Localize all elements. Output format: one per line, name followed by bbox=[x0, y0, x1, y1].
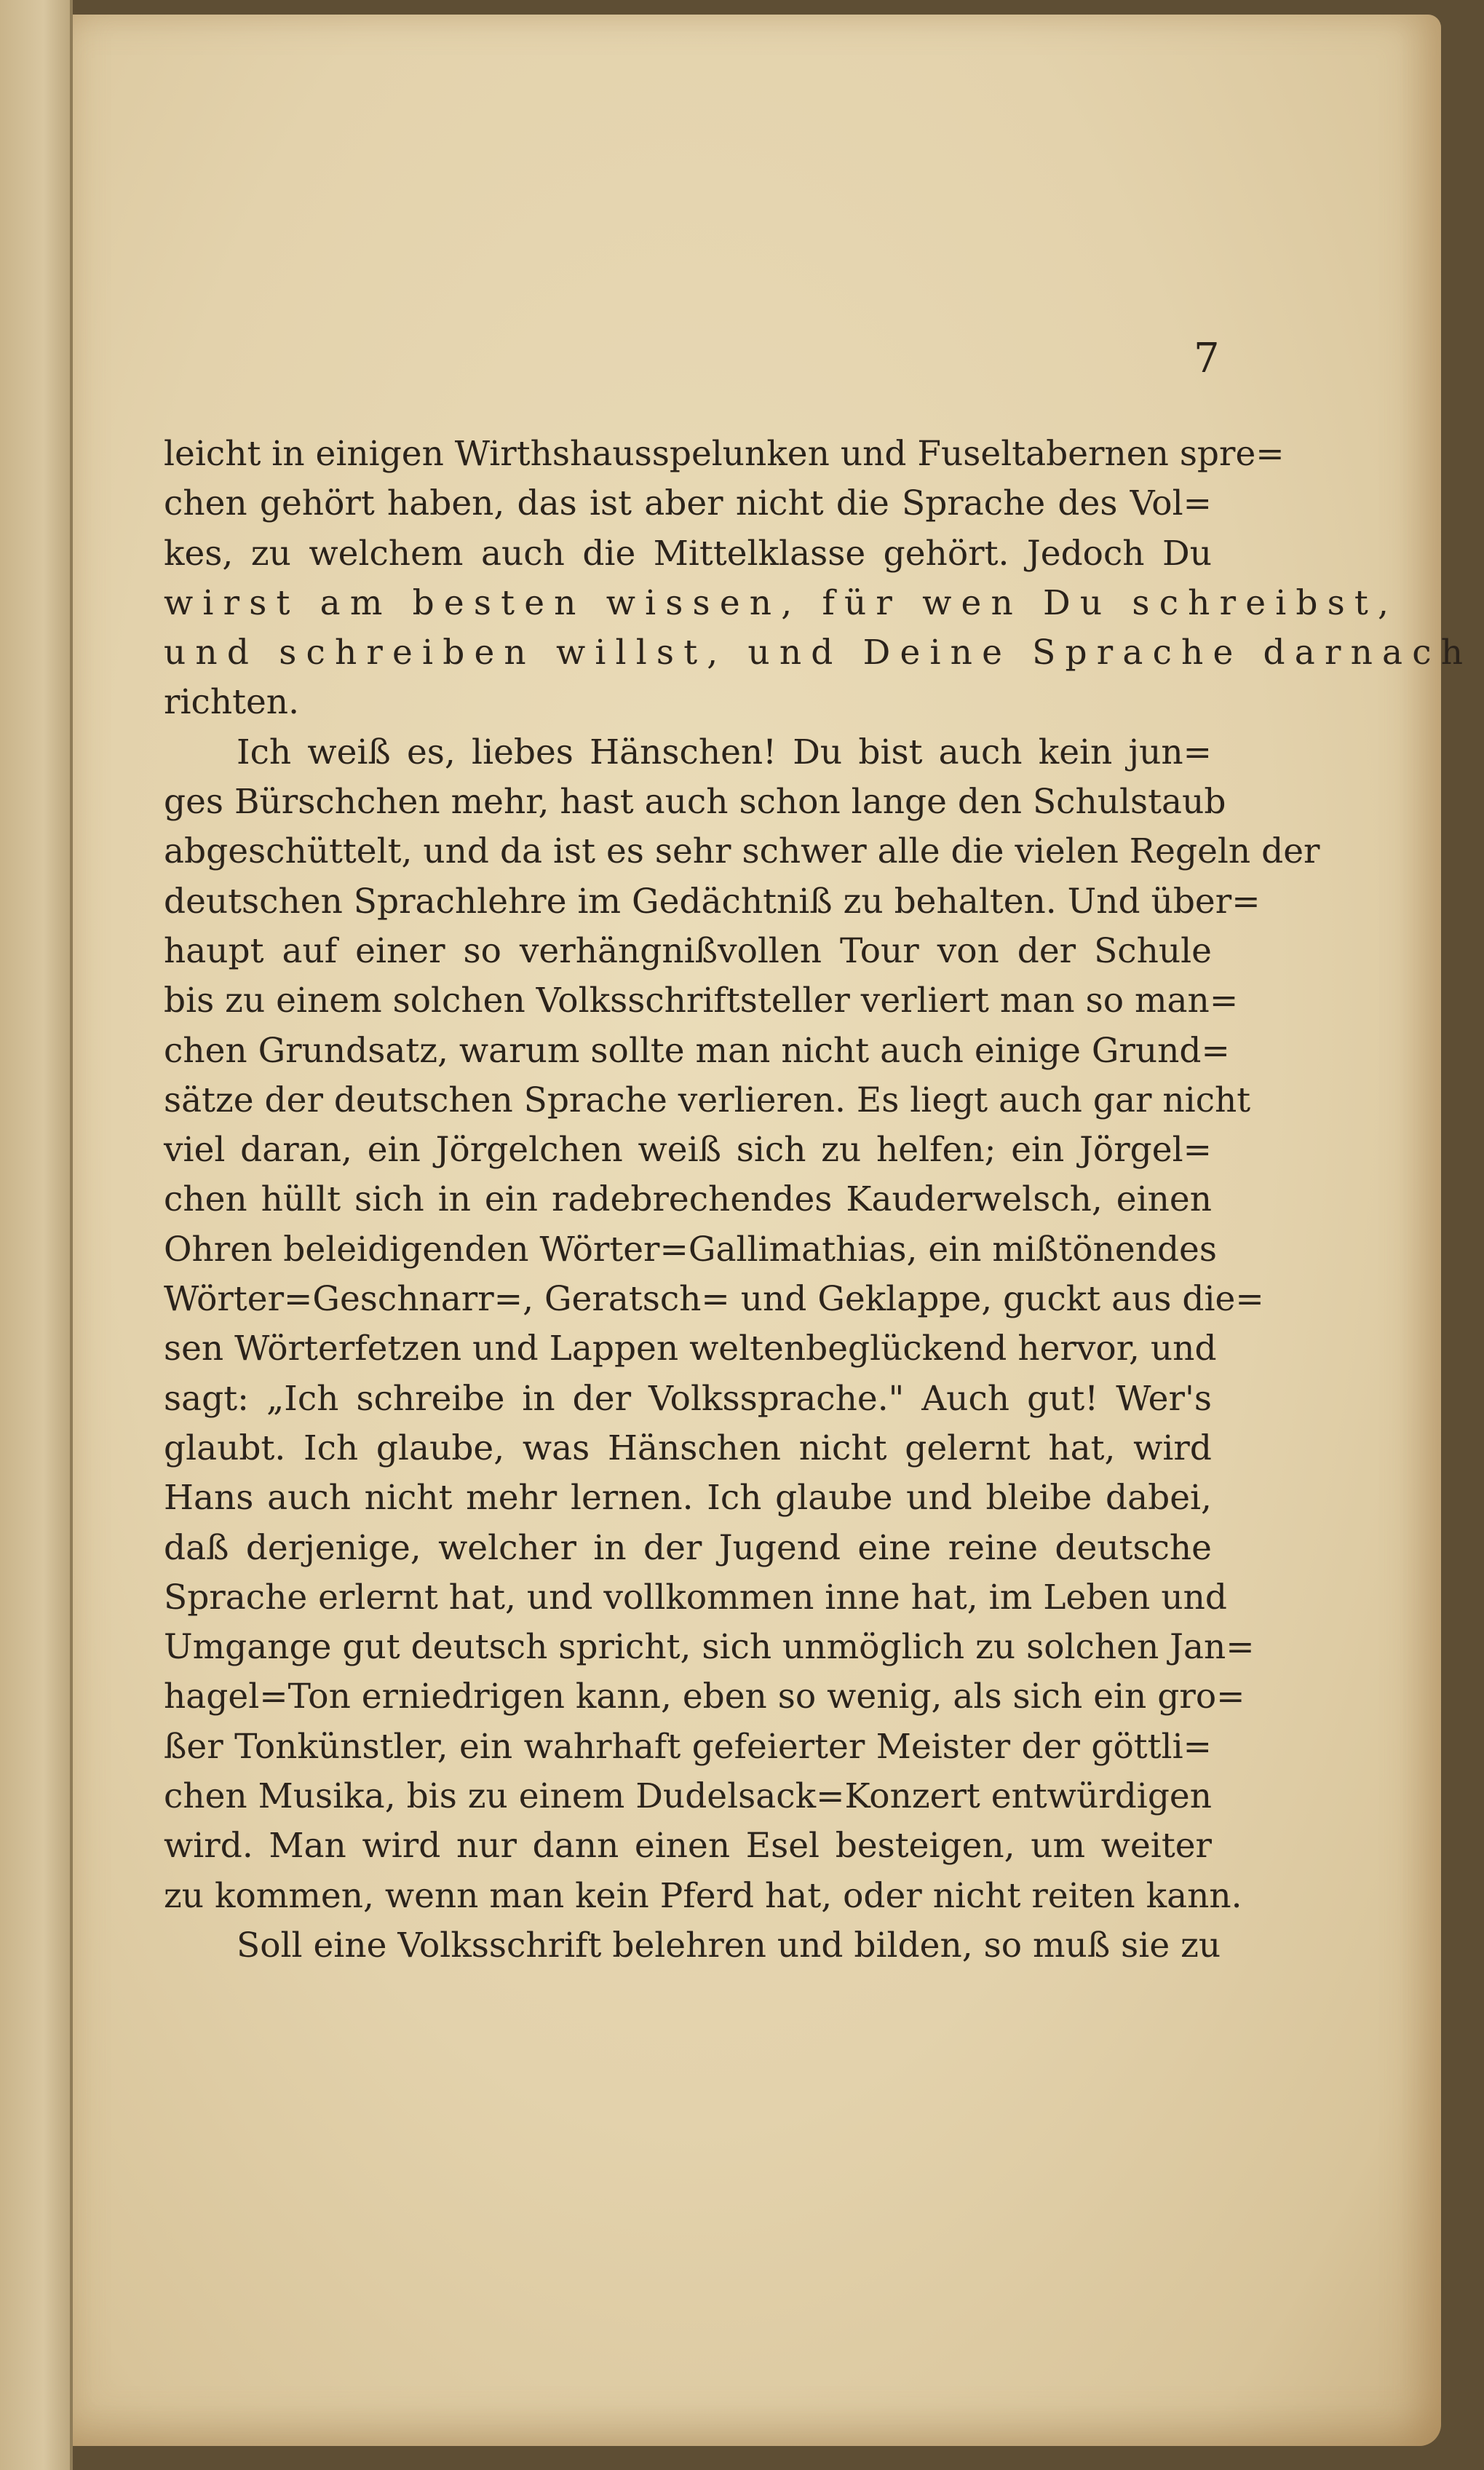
text-line: Hans auch nicht mehr lernen. Ich glaube und bleibe dabei, bbox=[164, 1478, 1212, 1519]
text-line: wird. Man wird nur dann einen Esel besteigen, um weiter bbox=[164, 1826, 1212, 1867]
text-line: Sprache erlernt hat, und vollkommen inne hat, im Leben und bbox=[164, 1577, 1227, 1618]
text-line: haupt auf einer so verhängnißvollen Tour von der Schule bbox=[164, 930, 1212, 971]
text-line: Wörter=Geschnarr=, Geratsch= und Geklappe, guckt aus die= bbox=[164, 1279, 1264, 1320]
text-line: Ohren beleidigenden Wörter=Gallimathias, ein mißtönendes bbox=[164, 1229, 1217, 1270]
text-line: bis zu einem solchen Volksschriftsteller verliert man so man= bbox=[164, 981, 1239, 1021]
page-number: 7 bbox=[1194, 335, 1220, 382]
text-line: deutschen Sprachlehre im Gedächtniß zu behalten. Und über= bbox=[164, 881, 1261, 922]
text-line: chen hüllt sich in ein radebrechendes Kauderwelsch, einen bbox=[164, 1179, 1212, 1220]
text-line: richten. bbox=[164, 682, 300, 723]
text-line: Soll eine Volksschrift belehren und bilden, so muß sie zu bbox=[237, 1925, 1221, 1966]
text-line: viel daran, ein Jörgelchen weiß sich zu helfen; ein Jörgel= bbox=[164, 1130, 1212, 1171]
text-line: wirst am besten wissen, für wen Du schreibst, bbox=[164, 582, 1399, 623]
text-line: Ich weiß es, liebes Hänschen! Du bist auch kein jun= bbox=[237, 732, 1212, 772]
text-line: chen Musika, bis zu einem Dudelsack=Konzert entwürdigen bbox=[164, 1776, 1212, 1817]
text-line: kes, zu welchem auch die Mittelklasse gehört. Jedoch Du bbox=[164, 533, 1212, 574]
text-line: und schreiben willst, und Deine Sprache darnach bbox=[164, 633, 1473, 673]
text-line: sagt: „Ich schreibe in der Volkssprache." Auch gut! Wer's bbox=[164, 1378, 1212, 1419]
facing-page-edge bbox=[0, 0, 73, 2470]
text-line: glaubt. Ich glaube, was Hänschen nicht gelernt hat, wird bbox=[164, 1428, 1212, 1468]
text-line: hagel=Ton erniedrigen kann, eben so wenig, als sich ein gro= bbox=[164, 1677, 1245, 1717]
text-line: leicht in einigen Wirthshausspelunken und Fuseltabernen spre= bbox=[164, 434, 1285, 474]
text-line: sen Wörterfetzen und Lappen weltenbeglückend hervor, und bbox=[164, 1329, 1217, 1369]
text-line: Umgange gut deutsch spricht, sich unmöglich zu solchen Jan= bbox=[164, 1627, 1255, 1668]
text-line: abgeschüttelt, und da ist es sehr schwer alle die vielen Regeln der bbox=[164, 831, 1320, 872]
text-line: chen gehört haben, das ist aber nicht die Sprache des Vol= bbox=[164, 483, 1212, 524]
text-line: chen Grundsatz, warum sollte man nicht auch einige Grund= bbox=[164, 1030, 1230, 1071]
body-text bbox=[164, 430, 1473, 1971]
text-line: zu kommen, wenn man kein Pferd hat, oder nicht reiten kann. bbox=[164, 1875, 1242, 1916]
text-line: ges Bürschchen mehr, hast auch schon lange den Schulstaub bbox=[164, 782, 1226, 823]
text-line: ßer Tonkünstler, ein wahrhaft gefeierter Meister der göttli= bbox=[164, 1726, 1212, 1767]
text-line: sätze der deutschen Sprache verlieren. Es liegt auch gar nicht bbox=[164, 1080, 1251, 1120]
text-line: daß derjenige, welcher in der Jugend eine reine deutsche bbox=[164, 1527, 1212, 1568]
